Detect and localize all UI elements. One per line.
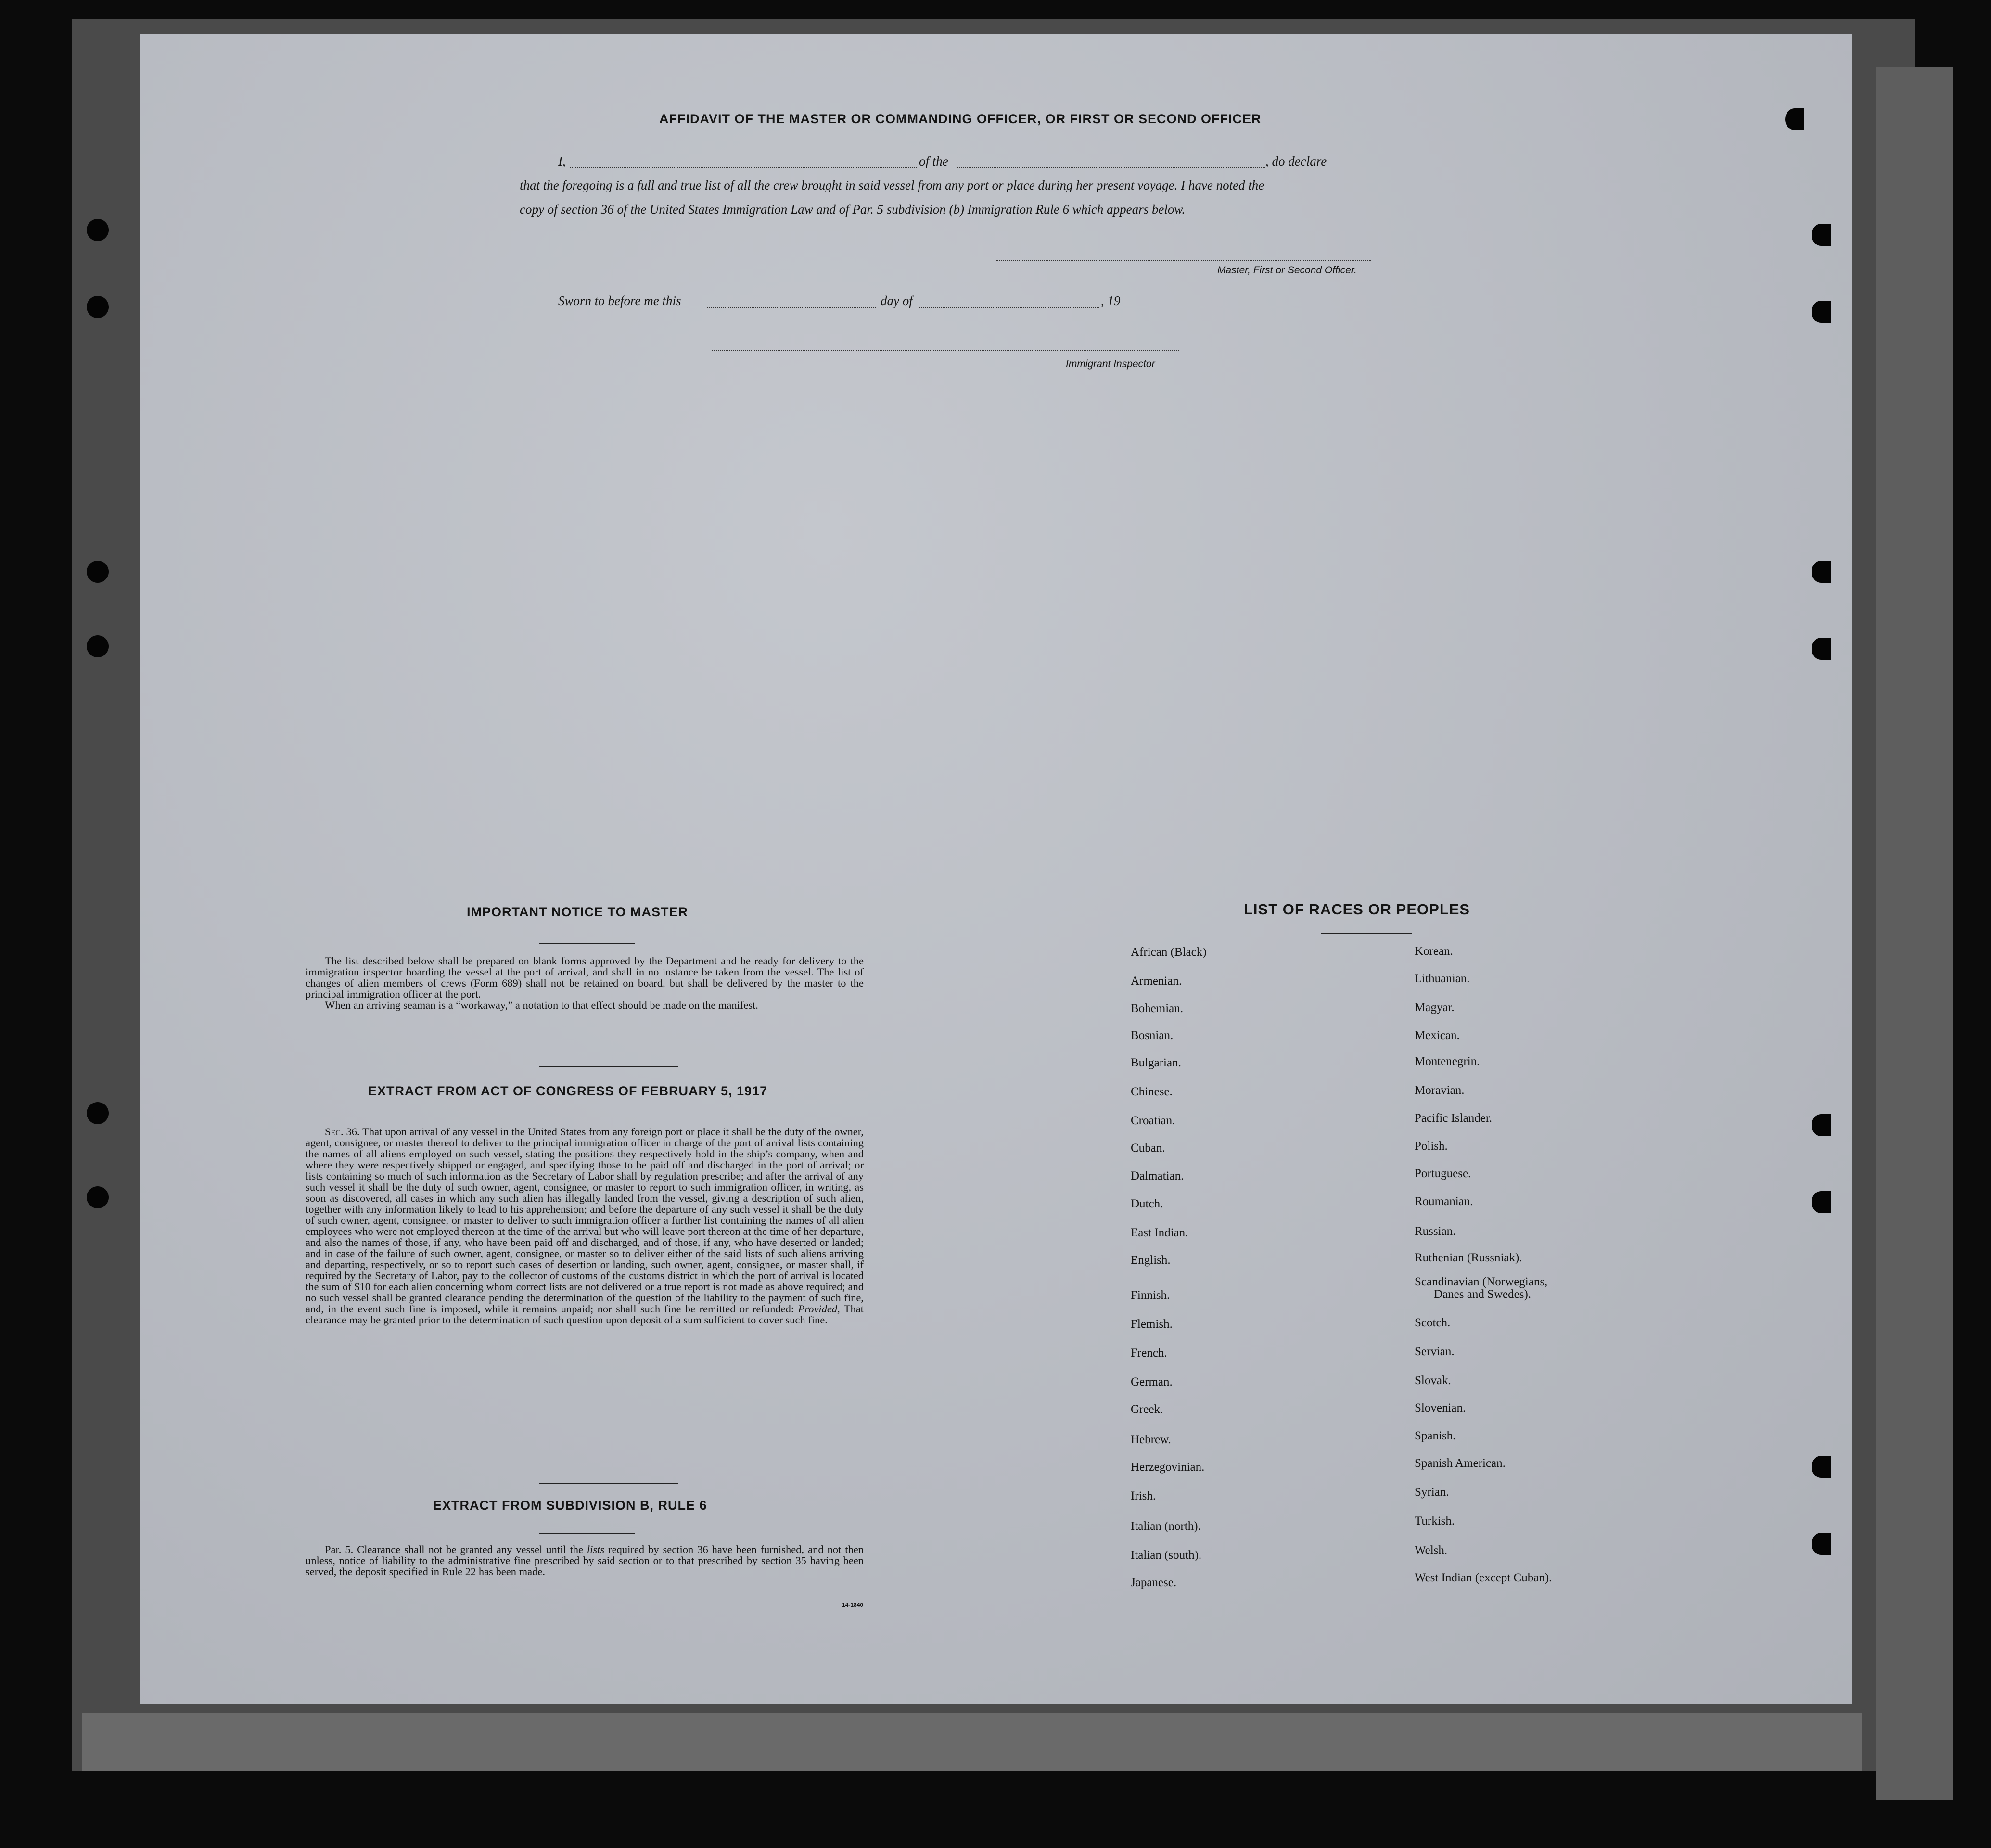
rule-text-b: required by section 36 have been furnished, and not then unless, notice of liability to the administrative fine prescribed by said section or to that prescribed by section 35 having been served, the deposit specified in Rule 22 has been made. [306, 1543, 864, 1578]
act-body: That upon arrival of any vessel in the United States from any foreign port or place it shall be the duty of the owner, agent, consignee, or master thereof to deliver to the principal immigration officer in charge of the port of arrival lists containing the names of all aliens employed on such vessel, stating the positions they respectively hold in the ship’s company, when and where they were respectively shipped or engaged, and specifying those to be paid off and discharged in the port of arrival; or lists containing so much of such information as the Secretary of Labor shall by regulation prescribe; and after the arrival of any such vessel it shall be the duty of such owner, agent, consignee, or master to report to such immigration officer, in writing, as soon as discovered, all cases in which any such alien has illegally landed from the vessel, giving a description of such alien, together with any information likely to lead to his apprehension; and before the departure of any such vessel it shall be the duty of such owner, agent, consignee, or master to deliver to such immigration officer a further list containing the names of all alien employees who were not employed thereon at the time of the arrival but who will leave port thereon at the time of her departure, and also the names of those, if any, who have been paid off and discharged, and of those, if any, who have deserted or landed; and in case of the failure of such owner, agent, consignee, or master so to deliver either of the said lists of such aliens arriving and departing, respectively, or so to report such cases of desertion or landing, such owner, agent, consignee, or master shall, if required by the Secretary of Labor, pay to the collector of customs of the customs district in which the port of arrival is located the sum of $10 for each alien concerning whom correct lists are not delivered or a true report is not made as above required; and no such vessel shall be granted clearance pending the determination of the question of the liability to the payment of such fine, and, in the event such fine is imposed, while it remains unpaid; nor shall such fine be remitted or refunded: [306, 1126, 864, 1315]
race-item: Slovak. [1415, 1374, 1451, 1387]
race-item: Greek. [1131, 1403, 1163, 1416]
race-item: English. [1131, 1254, 1171, 1267]
race-item: Danes and Swedes). [1434, 1288, 1532, 1301]
race-item: Turkish. [1415, 1514, 1455, 1527]
race-item: Roumanian. [1415, 1195, 1473, 1208]
race-item: Mexican. [1415, 1029, 1460, 1042]
notice-paragraph-2: When an arriving seaman is a “workaway,” a notation to that effect should be made on the manifest. [325, 999, 758, 1011]
act-provided: Provided, [798, 1303, 840, 1315]
race-item: Welsh. [1415, 1544, 1448, 1557]
rule-title-rule [539, 1533, 635, 1534]
affidavit-of-the: of the [919, 154, 948, 168]
punch-hole [1812, 638, 1831, 660]
race-item: Slovenian. [1415, 1401, 1466, 1414]
races-title: LIST OF RACES OR PEOPLES [1244, 901, 1470, 918]
race-item: Russian. [1415, 1225, 1456, 1238]
rule-paragraph [306, 1544, 864, 1577]
form-number: 14-1840 [842, 1602, 864, 1608]
punch-hole [1812, 224, 1831, 246]
notice-text [306, 955, 864, 1011]
punch-hole [1785, 108, 1804, 130]
affidavit-i: I, [558, 154, 566, 168]
race-item: Scotch. [1415, 1316, 1451, 1329]
notice-rule [539, 943, 635, 944]
name-field[interactable] [570, 167, 917, 168]
punch-hole [1812, 561, 1831, 583]
punch-hole [1812, 1456, 1831, 1478]
act-rule [539, 1483, 678, 1484]
race-item: Magyar. [1415, 1001, 1455, 1014]
race-item: East Indian. [1131, 1226, 1188, 1239]
punch-hole [87, 1186, 109, 1208]
act-paragraph [306, 1126, 864, 1325]
page-stack-bottom [82, 1713, 1862, 1771]
race-item: Spanish American. [1415, 1457, 1506, 1470]
act-text [306, 1126, 864, 1325]
sworn-year: , 19 [1101, 294, 1121, 308]
inspector-line[interactable] [712, 350, 1179, 351]
affidavit-line2: that the foregoing is a full and true list of all the crew brought in said vessel from any port or place during her present voyage. I have noted the [520, 178, 1264, 192]
punch-hole [1812, 1114, 1831, 1136]
signature-line[interactable] [996, 260, 1371, 261]
punch-hole [87, 219, 109, 241]
race-item: French. [1131, 1347, 1167, 1360]
race-item: African (Black) [1131, 946, 1207, 959]
rule-text-a: Par. 5. Clearance shall not be granted any vessel until the [325, 1543, 587, 1555]
signature-label: Master, First or Second Officer. [1217, 265, 1357, 276]
punch-hole [1812, 1191, 1831, 1213]
race-item: Servian. [1415, 1345, 1455, 1358]
race-item: Cuban. [1131, 1142, 1165, 1155]
race-item: Moravian. [1415, 1084, 1465, 1097]
punch-hole [87, 635, 109, 657]
race-item: Dalmatian. [1131, 1169, 1184, 1182]
race-item: Scandinavian (Norwegians, [1415, 1275, 1548, 1288]
sworn-month-field[interactable] [919, 307, 1099, 308]
race-item: Pacific Islander. [1415, 1112, 1493, 1125]
race-item: Chinese. [1131, 1085, 1173, 1098]
race-item: West Indian (except Cuban). [1415, 1571, 1552, 1584]
race-item: Dutch. [1131, 1197, 1163, 1210]
punch-hole [1812, 301, 1831, 323]
notice-paragraph-1: The list described below shall be prepared on blank forms approved by the Department and be ready for delivery to the immigration inspector boarding the vessel at the port of arrival, and shall in no instance be taken from the vessel. The list of changes of alien members of crews (Form 689) shall not be retained on board, but shall be delivered by the master to the principal immigration officer at the port. [306, 955, 864, 1000]
race-item: Irish. [1131, 1489, 1156, 1502]
race-item: Montenegrin. [1415, 1055, 1480, 1068]
race-item: Herzegovinian. [1131, 1461, 1205, 1474]
sworn-text: Sworn to before me this [558, 294, 681, 308]
race-item: Polish. [1415, 1140, 1448, 1153]
race-item: Syrian. [1415, 1486, 1449, 1499]
race-item: Armenian. [1131, 975, 1182, 988]
race-item: Italian (north). [1131, 1520, 1201, 1533]
inspector-label: Immigrant Inspector [1066, 359, 1155, 370]
race-item: Bulgarian. [1131, 1056, 1181, 1069]
rule-lists: lists [587, 1543, 605, 1555]
affidavit-title: AFFIDAVIT OF THE MASTER OR COMMANDING OFFICER, OR FIRST OR SECOND OFFICER [659, 112, 1262, 126]
manifest-page [140, 34, 1852, 1704]
sworn-day-of: day of [881, 294, 913, 308]
act-title: EXTRACT FROM ACT OF CONGRESS OF FEBRUARY 5, 1917 [368, 1084, 768, 1098]
affidavit-declare: , do declare [1265, 154, 1327, 168]
race-item: Bosnian. [1131, 1029, 1174, 1042]
notice-rule-2 [539, 1066, 678, 1067]
rule-text [306, 1544, 864, 1577]
sworn-day-field[interactable] [707, 307, 876, 308]
race-item: Korean. [1415, 945, 1453, 958]
race-item: Finnish. [1131, 1289, 1170, 1302]
race-item: Croatian. [1131, 1114, 1175, 1127]
race-item: Bohemian. [1131, 1002, 1184, 1015]
race-item: Flemish. [1131, 1318, 1173, 1331]
punch-hole [1812, 1533, 1831, 1555]
affidavit-line3: copy of section 36 of the United States Immigration Law and of Par. 5 subdivision (b) Immigration Rule 6 which appears below. [520, 202, 1186, 217]
vessel-field[interactable] [957, 167, 1265, 168]
act-tail: That clearance may be granted prior to the determination of such question upon deposit of a sum sufficient to cover such fine. [306, 1303, 864, 1326]
race-item: Ruthenian (Russniak). [1415, 1251, 1522, 1264]
act-section: Sec. 36. [325, 1126, 360, 1138]
races-rule [1321, 933, 1412, 934]
race-item: Japanese. [1131, 1576, 1177, 1589]
notice-title: IMPORTANT NOTICE TO MASTER [467, 905, 688, 919]
punch-hole [87, 296, 109, 318]
race-item: Spanish. [1415, 1429, 1456, 1442]
page-stack-edge [1876, 67, 1953, 1800]
rule-title: EXTRACT FROM SUBDIVISION B, RULE 6 [433, 1498, 707, 1513]
race-item: Italian (south). [1131, 1549, 1202, 1562]
punch-hole [87, 1102, 109, 1124]
race-item: Hebrew. [1131, 1433, 1171, 1446]
race-item: Lithuanian. [1415, 972, 1470, 985]
race-item: German. [1131, 1375, 1173, 1388]
punch-hole [87, 561, 109, 583]
race-item: Portuguese. [1415, 1167, 1471, 1180]
